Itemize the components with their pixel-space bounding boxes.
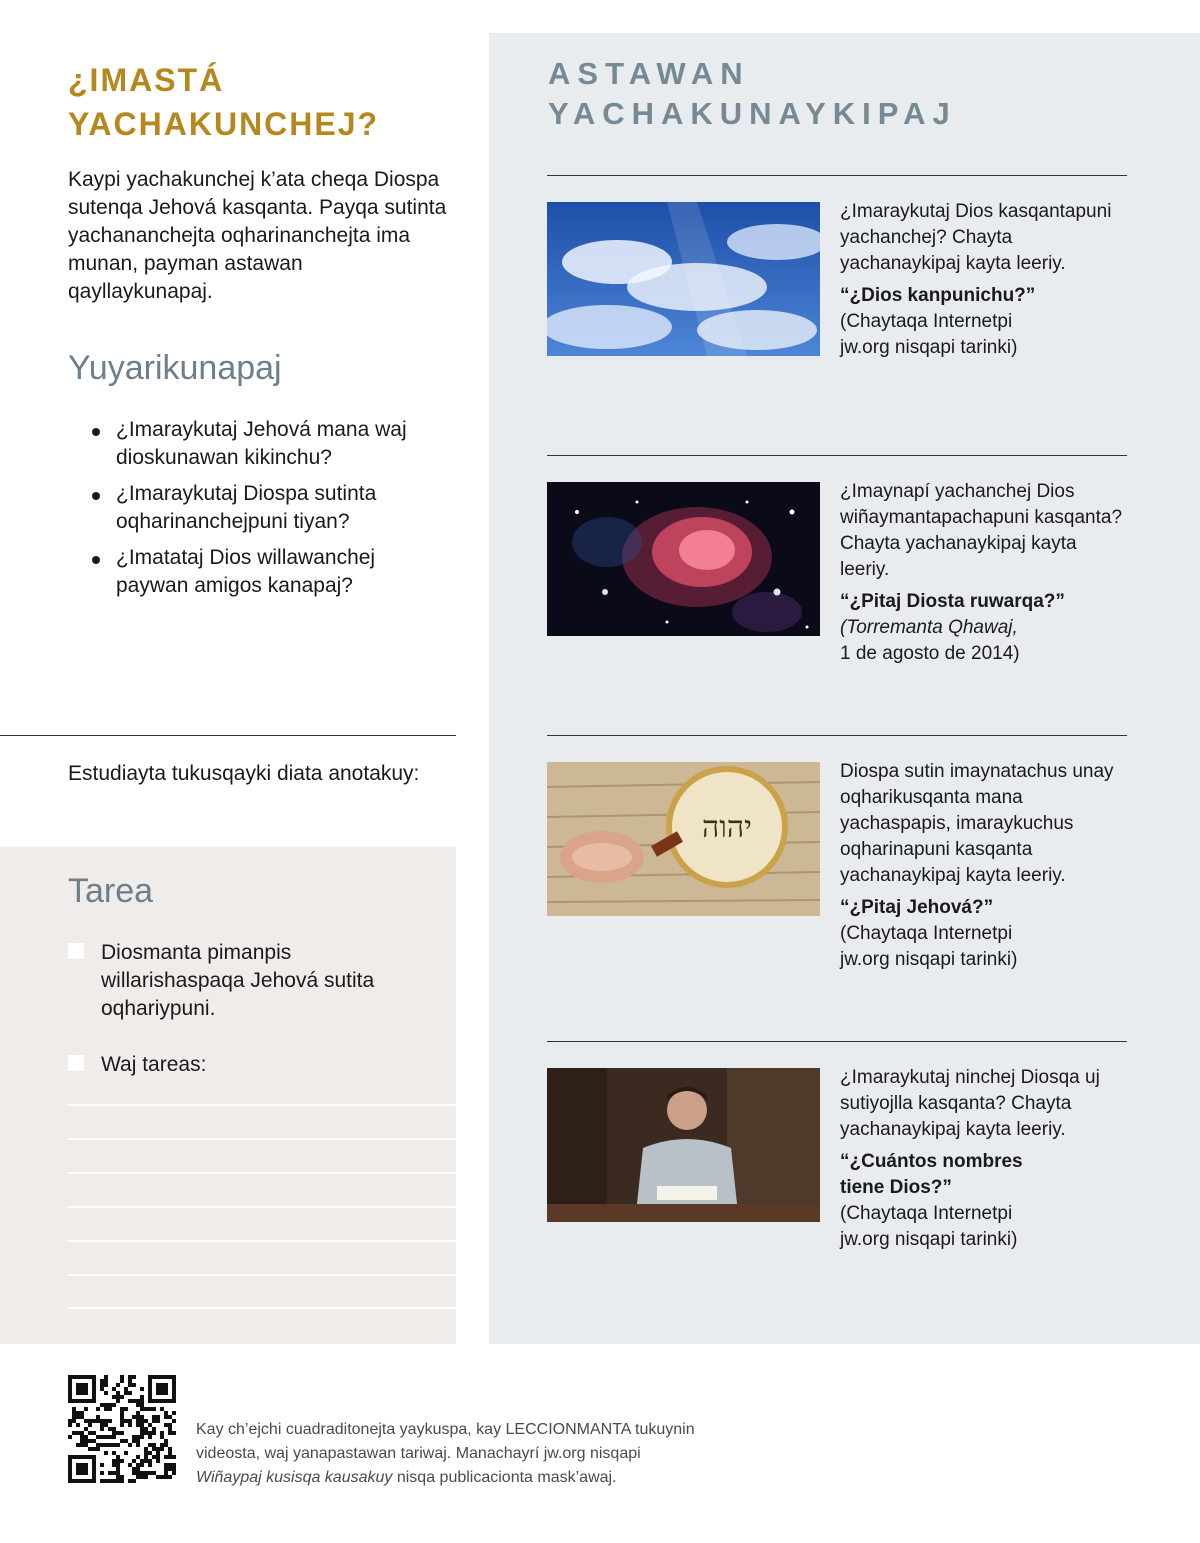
resource-source: (Chaytaqa Internetpi [840,923,1013,944]
footer-note [196,1418,796,1490]
man-reading-photo [547,1068,820,1222]
svg-text:יהוה: יהוה [701,810,753,845]
item-divider [547,175,1127,176]
nebula-photo [547,482,820,636]
tarea-box [0,847,456,1344]
review-question: ¿Imatataj Dios willawanchej paywan amigos kanapaj? [92,544,422,600]
resource-source: (Torremanta Qhawaj, [840,617,1018,638]
resource-source: jw.org nisqapi tarinki) [840,1229,1018,1250]
write-line[interactable] [68,1138,456,1140]
further-study-title-line2: YACHAKUNAYKIPAJ [548,96,957,131]
footer-line [196,1466,796,1490]
magnifying-glass-hebrew-photo [547,762,820,916]
further-study-title [548,54,957,134]
write-line[interactable] [68,1274,456,1276]
lesson-title-line1: ¿IMASTÁ [68,62,225,98]
item-divider [547,735,1127,736]
resource-question: Diospa sutin imaynatachus unay oqharikusqanta mana yachaspapis, imaraykuchus oqharinapuni kasqanta yachanaykipaj kayta leeriy. [840,761,1114,886]
qr-code-icon[interactable] [68,1375,176,1483]
resource-title[interactable]: “¿Dios kanpunichu?” [840,285,1036,306]
footer-line: Kay ch’ejchi cuadraditonejta yaykuspa, kay LECCIONMANTA tukuynin [196,1421,695,1438]
tarea-checkbox[interactable] [68,1055,84,1071]
resource-item [840,479,1130,667]
tarea-heading: Tarea [68,872,154,910]
resource-title[interactable]: “¿Cuántos nombres tiene Dios?” [840,1151,1023,1198]
lesson-title-line2: YACHAKUNCHEJ? [68,106,380,142]
item-divider [547,1041,1127,1042]
resource-item [840,759,1130,973]
intro-paragraph: Kaypi yachakunchej k’ata cheqa Diospa sutenqa Jehová kasqanta. Payqa sutinta yachananchejta oqharinanchejta ima munan, payman astawan qayllaykunapaj. [68,168,447,303]
resource-title[interactable]: “¿Pitaj Diosta ruwarqa?” [840,591,1065,612]
study-date-label: Estudiayta tukusqayki diata anotakuy: [68,762,420,785]
resource-source: jw.org nisqapi tarinki) [840,337,1018,358]
write-line[interactable] [68,1104,456,1106]
resource-question: ¿Imaraykutaj Dios kasqantapuni yachanchej? Chayta yachanaykipaj kayta leeriy. [840,201,1112,274]
review-question: ¿Imaraykutaj Diospa sutinta oqharinanchejpuni tiyan? [92,480,422,536]
resource-source: 1 de agosto de 2014) [840,643,1020,664]
resource-source: jw.org nisqapi tarinki) [840,949,1018,970]
write-line[interactable] [68,1206,456,1208]
review-heading: Yuyarikunapaj [68,349,282,387]
tarea-item-text: Diosmanta pimanpis willarishaspaqa Jehová sutita oqhariypuni. [101,941,375,1020]
footer-line-rest: nisqa publicacionta mask’awaj. [392,1469,617,1486]
review-questions [92,416,422,608]
section-divider [0,735,456,736]
footer-line: videosta, waj yanapastawan tariwaj. Manachayrí jw.org nisqapi [196,1445,641,1462]
resource-title[interactable]: “¿Pitaj Jehová?” [840,897,994,918]
review-question: ¿Imaraykutaj Jehová mana waj dioskunawan kikinchu? [92,416,422,472]
write-line[interactable] [68,1172,456,1174]
resource-item [840,199,1130,361]
tarea-checkbox[interactable] [68,943,84,959]
resource-source: (Chaytaqa Internetpi [840,1203,1013,1224]
publication-title: Wiñaypaj kusisqa kausakuy [196,1469,393,1486]
item-divider [547,455,1127,456]
write-line[interactable] [68,1307,456,1309]
lesson-title [68,58,458,146]
further-study-title-line1: ASTAWAN [548,56,750,91]
tarea-item-text: Waj tareas: [101,1053,207,1076]
resource-question: ¿Imaraykutaj ninchej Diosqa uj sutiyojlla kasqanta? Chayta yachanaykipaj kayta leeriy. [840,1067,1100,1140]
resource-source: (Chaytaqa Internetpi [840,311,1013,332]
clouds-sky-photo [547,202,820,356]
resource-item [840,1065,1130,1253]
write-line[interactable] [68,1240,456,1242]
resource-question: ¿Imaynapí yachanchej Dios wiñaymantapachapuni kasqanta? Chayta yachanaykipaj kayta leeriy. [840,481,1123,580]
